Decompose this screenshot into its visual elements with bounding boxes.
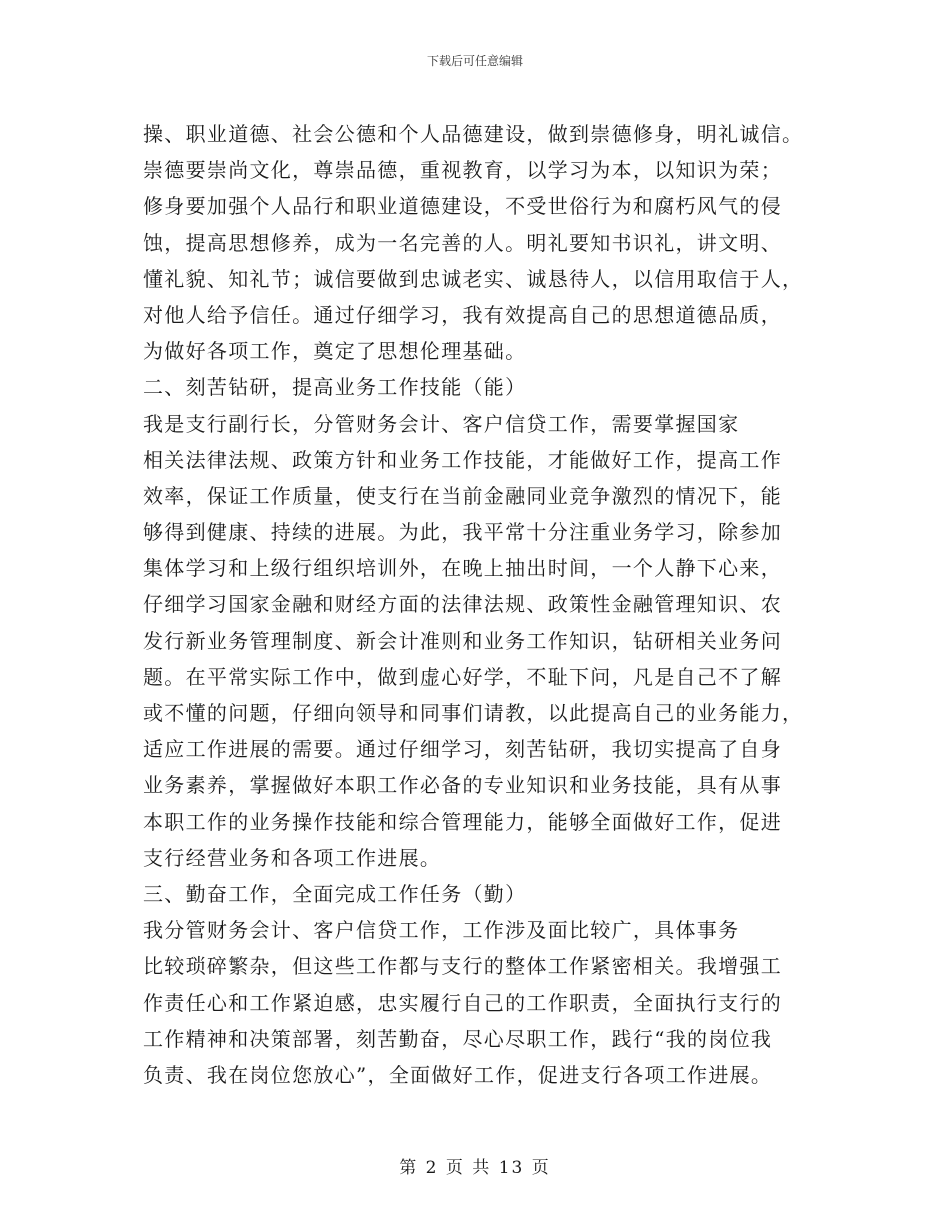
body-line: 本职工作的业务操作技能和综合管理能力，能够全面做好工作，促进 [143,809,782,834]
body-line: 题。在平常实际工作中，做到虚心好学，不耻下问，凡是自己不了解 [143,664,782,689]
body-line: 效率，保证工作质量，使支行在当前金融同业竞争激烈的情况下，能 [143,483,782,508]
body-line: 相关法律法规、政策方针和业务工作技能，才能做好工作，提高工作 [143,447,782,472]
page-header: 下载后可任意编辑 [426,54,523,68]
body-line: 崇德要崇尚文化，尊崇品德，重视教育，以学习为本，以知识为荣； [143,158,782,183]
body-line: 业务素养，掌握做好本职工作必备的专业知识和业务技能，具有从事 [143,773,782,798]
body-line: 操、职业道德、社会公德和个人品德建设，做到崇德修身，明礼诚信。 [143,122,804,146]
document-body [143,116,815,1093]
body-line: 发行新业务管理制度、新会计准则和业务工作知识，钻研相关业务问 [143,628,782,653]
body-line: 工作精神和决策部署，刻苦勤奋，尽心尽职工作，践行“我的岗位我 [143,1026,773,1051]
body-line: 对他人给予信任。通过仔细学习，我有效提高自己的思想道德品质， [143,302,782,327]
body-line: 为做好各项工作，奠定了思想伦理基础。 [143,339,527,364]
section-heading: 三、勤奋工作，全面完成工作任务（勤） [143,881,527,906]
body-line: 修身要加强个人品行和职业道德建设，不受世俗行为和腐朽风气的侵 [143,194,782,219]
page-number-footer: 第 2 页 共 13 页 [399,1158,551,1178]
body-line: 我分管财务会计、客户信贷工作，工作涉及面比较广，具体事务 [143,918,740,943]
body-line: 我是支行副行长，分管财务会计、客户信贷工作，需要掌握国家 [143,411,740,436]
body-line: 支行经营业务和各项工作进展。 [143,845,442,870]
body-line: 作责任心和工作紧迫感，忠实履行自己的工作职责，全面执行支行的 [143,990,782,1015]
section-heading: 二、刻苦钻研，提高业务工作技能（能） [143,375,527,400]
body-line: 或不懂的问题，仔细向领导和同事们请教，以此提高自己的业务能力， [143,701,804,725]
body-line: 懂礼貌、知礼节；诚信要做到忠诚老实、诚恳待人，以信用取信于人， [143,266,804,291]
body-line: 够得到健康、持续的进展。为此，我平常十分注重业务学习，除参加 [143,520,782,545]
body-line: 蚀，提高思想修养，成为一名完善的人。明礼要知书识礼，讲文明、 [143,230,782,255]
body-line: 负责、我在岗位您放心”，全面做好工作，促进支行各项工作进展。 [143,1062,773,1087]
body-line: 仔细学习国家金融和财经方面的法律法规、政策性金融管理知识、农 [143,592,782,617]
body-line: 比较琐碎繁杂，但这些工作都与支行的整体工作紧密相关。我增强工 [143,954,782,979]
body-line: 集体学习和上级行组织培训外，在晚上抽出时间，一个人静下心来， [143,556,782,581]
body-line: 适应工作进展的需要。通过仔细学习，刻苦钻研，我切实提高了自身 [143,737,782,762]
